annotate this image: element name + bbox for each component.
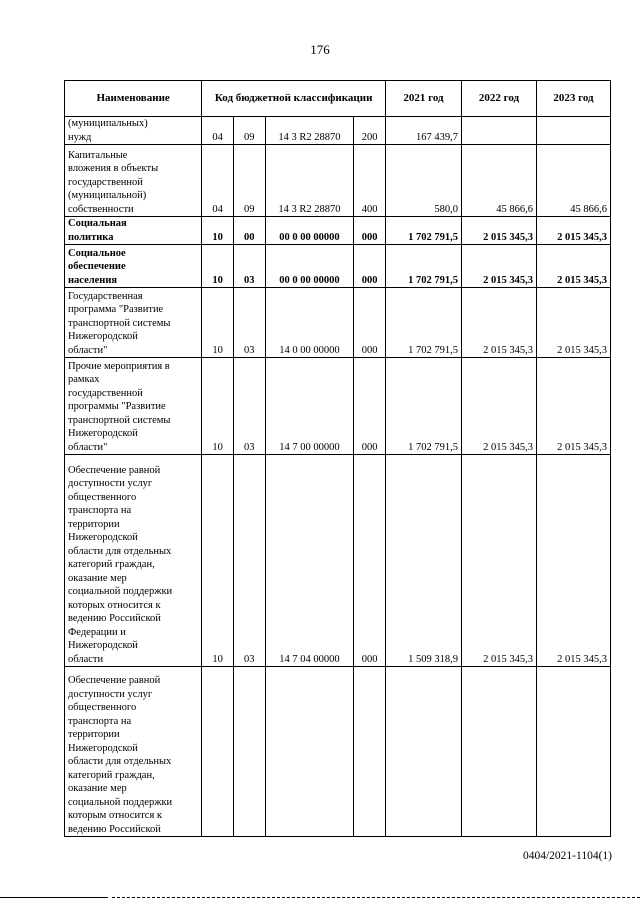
cell-value-2023: 45 866,6 xyxy=(537,145,611,217)
cell-expense-type: 400 xyxy=(354,145,386,217)
table-row xyxy=(65,117,611,145)
cell-value-2021: 1 702 791,5 xyxy=(386,358,462,455)
cell-name: Государственная программа "Развитие транспортной системы Нижегородской области" xyxy=(65,288,202,358)
cell-value-2022: 2 015 345,3 xyxy=(462,288,537,358)
footer-rule-dashed xyxy=(112,897,640,898)
cell-value-2021: 1 509 318,9 xyxy=(386,455,462,667)
cell-name: Обеспечение равной доступности услуг общественного транспорта на территории Нижегородской области для отдельных категорий граждан, оказание мер социальной поддержки которым относится к ведению Российской xyxy=(65,667,202,837)
table-row xyxy=(65,667,611,837)
table-header xyxy=(65,81,611,117)
cell-target-article: 14 3 R2 28870 xyxy=(265,145,354,217)
cell-subsection: 09 xyxy=(233,117,265,145)
cell-expense-type: 000 xyxy=(354,245,386,288)
cell-value-2023 xyxy=(537,667,611,837)
cell-value-2022: 2 015 345,3 xyxy=(462,245,537,288)
cell-value-2022: 2 015 345,3 xyxy=(462,217,537,245)
cell-name: Социальная политика xyxy=(65,217,202,245)
header-2022: 2022 год xyxy=(462,81,537,117)
table-row xyxy=(65,145,611,217)
cell-section: 04 xyxy=(202,117,234,145)
cell-subsection: 03 xyxy=(233,358,265,455)
cell-expense-type: 000 xyxy=(354,358,386,455)
cell-name: Социальное обеспечение населения xyxy=(65,245,202,288)
cell-value-2022 xyxy=(462,117,537,145)
cell-expense-type: 200 xyxy=(354,117,386,145)
cell-value-2023: 2 015 345,3 xyxy=(537,217,611,245)
cell-section: 04 xyxy=(202,145,234,217)
cell-section: 10 xyxy=(202,455,234,667)
page-number: 176 xyxy=(310,42,330,57)
budget-table xyxy=(64,80,611,837)
table-row xyxy=(65,455,611,667)
header-2021: 2021 год xyxy=(386,81,462,117)
cell-value-2023: 2 015 345,3 xyxy=(537,245,611,288)
cell-target-article: 00 0 00 00000 xyxy=(265,245,354,288)
header-2023: 2023 год xyxy=(537,81,611,117)
cell-value-2021 xyxy=(386,667,462,837)
cell-subsection: 03 xyxy=(233,455,265,667)
cell-subsection: 09 xyxy=(233,145,265,217)
cell-section: 10 xyxy=(202,217,234,245)
cell-expense-type: 000 xyxy=(354,288,386,358)
cell-value-2022: 2 015 345,3 xyxy=(462,455,537,667)
cell-value-2023 xyxy=(537,117,611,145)
table-row xyxy=(65,245,611,288)
cell-section: 10 xyxy=(202,358,234,455)
cell-subsection: 03 xyxy=(233,288,265,358)
cell-expense-type: 000 xyxy=(354,455,386,667)
cell-value-2021: 1 702 791,5 xyxy=(386,245,462,288)
cell-name: Обеспечение равной доступности услуг общественного транспорта на территории Нижегородской области для отдельных категорий граждан, оказание мер социальной поддержки которых относится к ведению Российской Федерации и Нижегородской области xyxy=(65,455,202,667)
cell-value-2023: 2 015 345,3 xyxy=(537,358,611,455)
table-row xyxy=(65,288,611,358)
cell-name: (муниципальных) нужд xyxy=(65,117,202,145)
cell-value-2022: 45 866,6 xyxy=(462,145,537,217)
cell-value-2021: 580,0 xyxy=(386,145,462,217)
cell-target-article: 14 0 00 00000 xyxy=(265,288,354,358)
table-row xyxy=(65,358,611,455)
cell-target-article: 14 3 R2 28870 xyxy=(265,117,354,145)
cell-expense-type: 000 xyxy=(354,217,386,245)
cell-value-2021: 1 702 791,5 xyxy=(386,217,462,245)
header-name: Наименование xyxy=(65,81,202,117)
cell-expense-type xyxy=(354,667,386,837)
cell-value-2022: 2 015 345,3 xyxy=(462,358,537,455)
header-code: Код бюджетной классификации xyxy=(202,81,386,117)
cell-target-article: 00 0 00 00000 xyxy=(265,217,354,245)
cell-name: Капитальные вложения в объекты государственной (муниципальной) собственности xyxy=(65,145,202,217)
cell-value-2022 xyxy=(462,667,537,837)
cell-value-2023: 2 015 345,3 xyxy=(537,288,611,358)
table-row xyxy=(65,217,611,245)
cell-target-article xyxy=(265,667,354,837)
cell-section: 10 xyxy=(202,245,234,288)
cell-target-article: 14 7 00 00000 xyxy=(265,358,354,455)
cell-section: 10 xyxy=(202,288,234,358)
cell-subsection xyxy=(233,667,265,837)
cell-section xyxy=(202,667,234,837)
footer-rule xyxy=(0,897,108,898)
cell-value-2023: 2 015 345,3 xyxy=(537,455,611,667)
cell-subsection: 03 xyxy=(233,245,265,288)
cell-value-2021: 1 702 791,5 xyxy=(386,288,462,358)
cell-target-article: 14 7 04 00000 xyxy=(265,455,354,667)
cell-name: Прочие мероприятия в рамках государственной программы "Развитие транспортной системы Нижегородской области" xyxy=(65,358,202,455)
table-body xyxy=(65,117,611,837)
cell-value-2021: 167 439,7 xyxy=(386,117,462,145)
cell-subsection: 00 xyxy=(233,217,265,245)
document-code: 0404/2021-1104(1) xyxy=(522,850,612,862)
